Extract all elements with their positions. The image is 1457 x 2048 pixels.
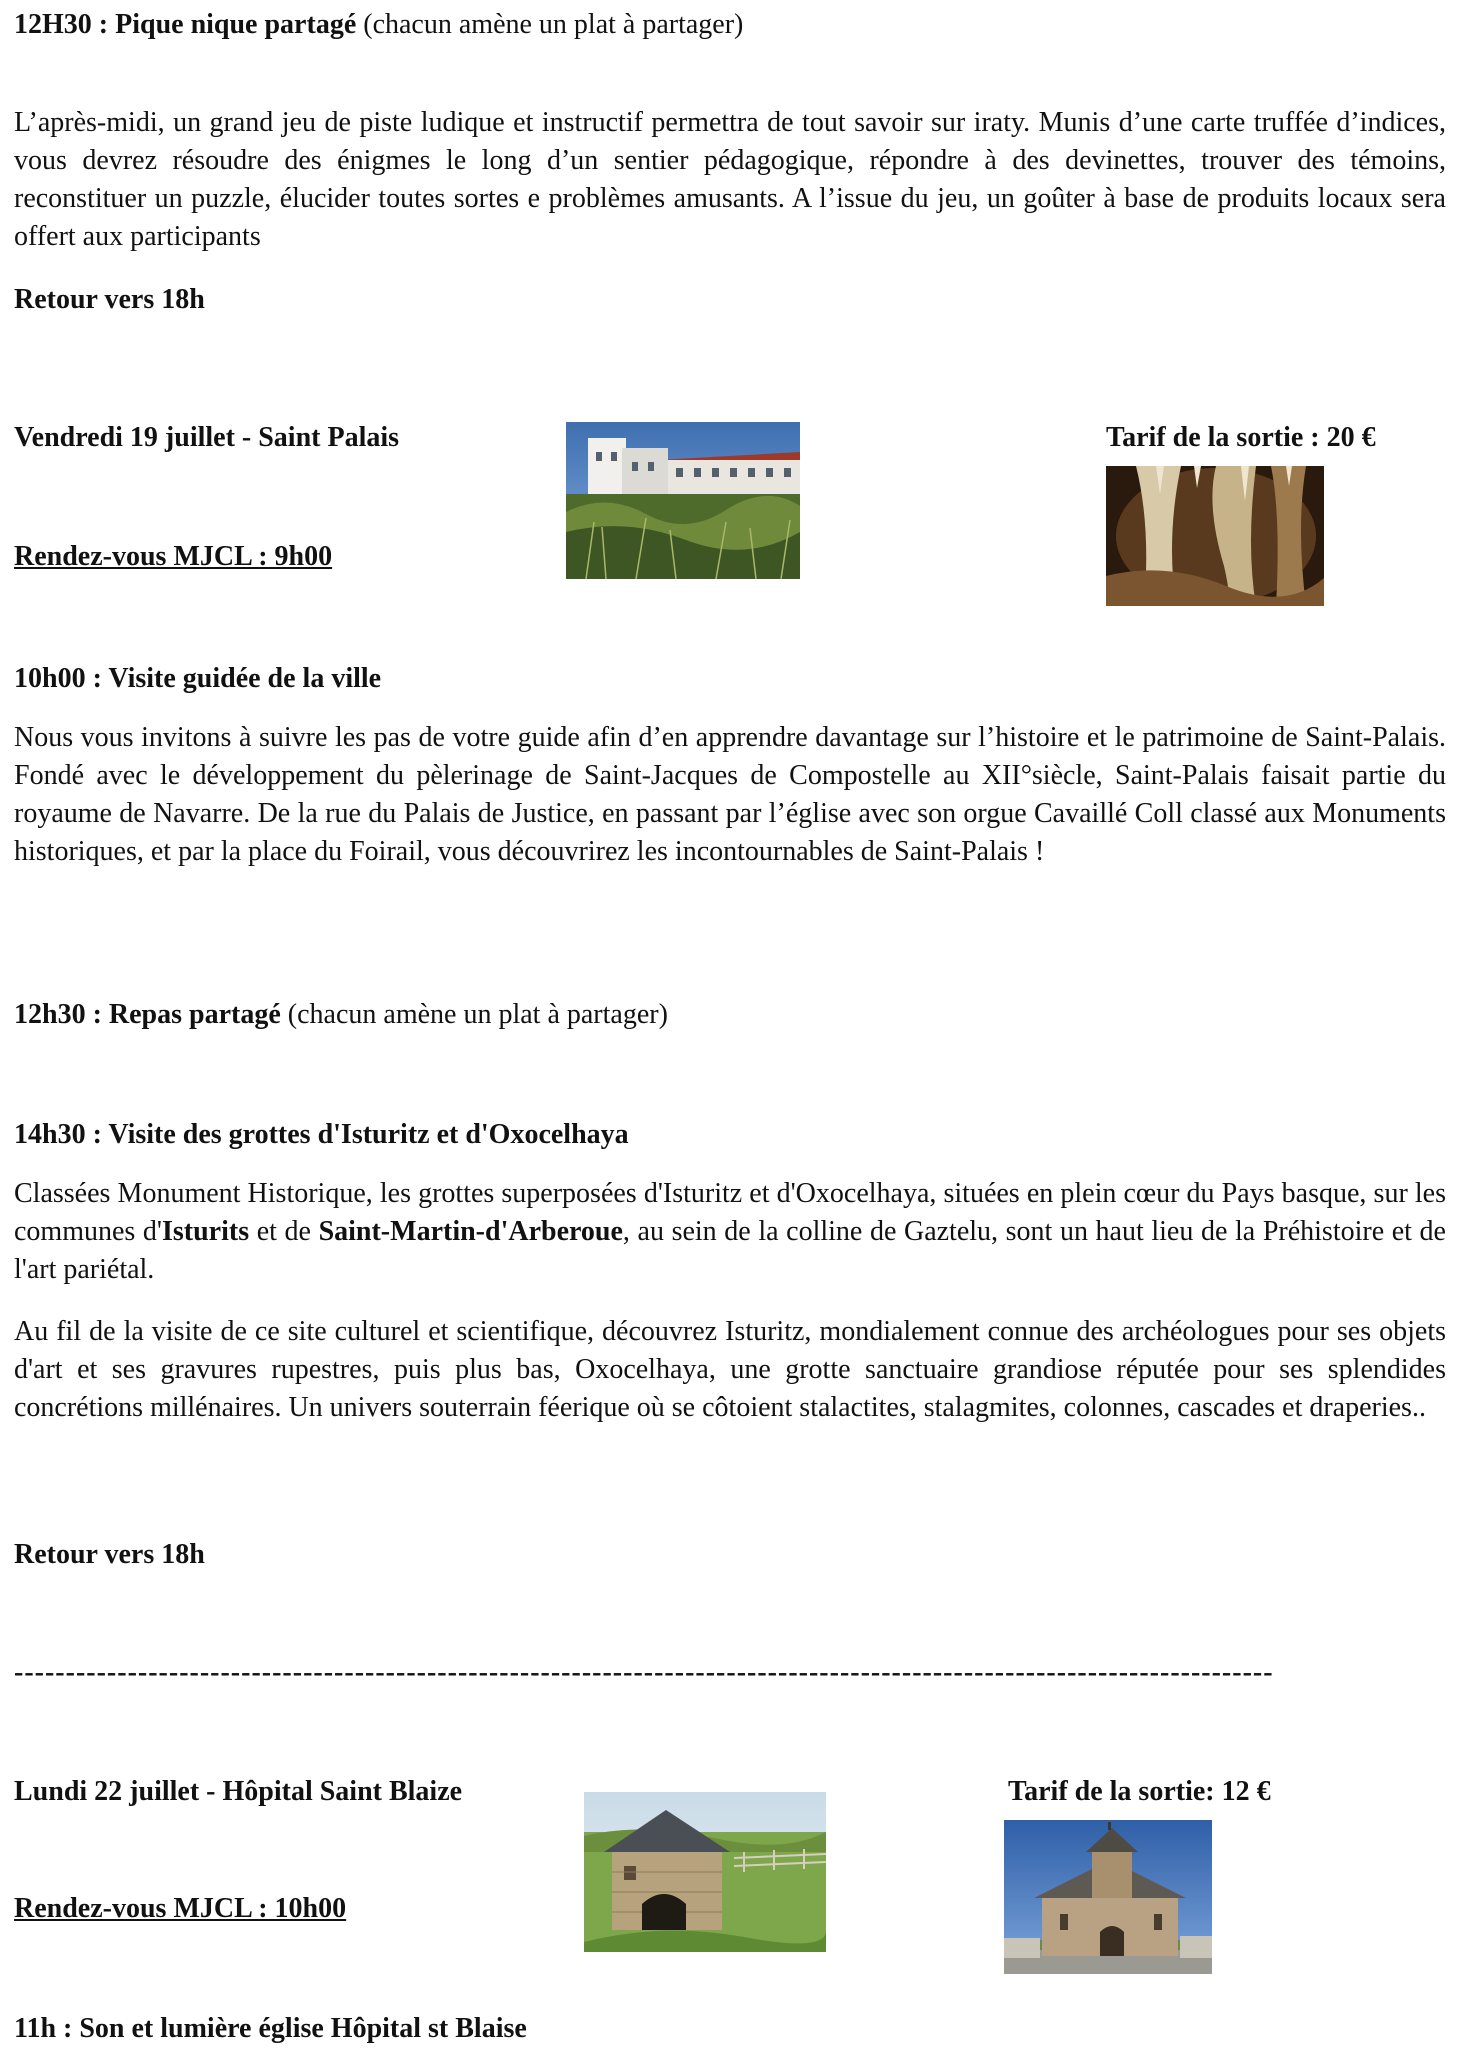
saint-palais-tarif: Tarif de la sortie : 20 € bbox=[1106, 422, 1376, 453]
mill-photo bbox=[584, 1792, 826, 1952]
caves-bold-saint-martin: Saint-Martin-d'Arberoue bbox=[318, 1216, 623, 1247]
saint-palais-photo bbox=[566, 422, 800, 579]
hopital-tarif: Tarif de la sortie: 12 € bbox=[1008, 1776, 1271, 1807]
picnic-time: 12H30 : bbox=[14, 9, 116, 40]
meal-time: 12h30 : bbox=[14, 999, 109, 1030]
section-separator: -------------------------------------------------------------------------------------------------------------------------- bbox=[14, 1657, 1274, 1688]
cave-photo bbox=[1106, 466, 1324, 606]
shared-meal-line bbox=[14, 996, 1446, 1034]
caves-text-b: et de bbox=[249, 1216, 319, 1247]
son-lumiere-heading: 11h : Son et lumière église Hôpital st Blaise bbox=[14, 2013, 527, 2044]
saint-palais-rendezvous: Rendez-vous MJCL : 9h00 bbox=[14, 541, 333, 572]
caves-heading: 14h30 : Visite des grottes d'Isturitz et d'Oxocelhaya bbox=[14, 1119, 629, 1150]
picnic-line bbox=[14, 6, 1446, 44]
caves-text-1 bbox=[14, 1175, 1446, 1289]
saint-palais-heading: Vendredi 19 juillet - Saint Palais bbox=[14, 422, 400, 453]
caves-text-2: Au fil de la visite de ce site culturel et scientifique, découvrez Isturitz, mondialement connue des archéologues pour ses objets d'art et ses gravures rupestres, puis plus bas, Oxocelhaya, une grotte sanctuaire grandiose réputée pour ses splendides concrétions millénaires. Un univers souterrain féerique où se côtoient stalactites, stalagmites, colonnes, cascades et draperies.. bbox=[14, 1316, 1446, 1423]
city-visit-text: Nous vous invitons à suivre les pas de votre guide afin d’en apprendre davantage sur l’histoire et le patrimoine de Saint-Palais. Fondé avec le développement du pèlerinage de Saint-Jacques de Compostelle au XII°siècle, Saint-Palais faisait partie du royaume de Navarre. De la rue du Palais de Justice, en passant par l’église avec son orgue Cavaillé Coll classé aux Monuments historiques, et par la place du Foirail, vous découvrirez les incontournables de Saint-Palais ! bbox=[14, 722, 1446, 867]
hopital-heading: Lundi 22 juillet - Hôpital Saint Blaize bbox=[14, 1776, 463, 1807]
caves-text-a: Classées Monument Historique, les grottes superposées d'Isturitz et d'Oxocelhaya, situées en plein cœur du Pays basque, sur les communes d' bbox=[14, 1178, 1446, 1247]
return-time-2: Retour vers 18h bbox=[14, 1539, 205, 1570]
return-time-1: Retour vers 18h bbox=[14, 284, 205, 315]
meal-title: Repas partagé bbox=[108, 999, 281, 1030]
caves-text-c: , au sein de la colline de Gaztelu, sont un haut lieu de la Préhistoire et de l'art pariétal. bbox=[14, 1216, 1446, 1285]
meal-note: (chacun amène un plat à partager) bbox=[280, 999, 668, 1030]
picnic-note: (chacun amène un plat à partager) bbox=[356, 9, 744, 40]
city-visit-heading: 10h00 : Visite guidée de la ville bbox=[14, 663, 382, 694]
church-photo bbox=[1004, 1820, 1212, 1974]
afternoon-paragraph: L’après-midi, un grand jeu de piste ludique et instructif permettra de tout savoir sur iraty. Munis d’une carte truffée d’indices, vous devrez résoudre des énigmes le long d’un sentier pédagogique, répondre à des devinettes, trouver des témoins, reconstituer un puzzle, élucider toutes sortes e problèmes amusants. A l’issue du jeu, un goûter à base de produits locaux sera offert aux participants bbox=[14, 107, 1446, 252]
hopital-rendezvous: Rendez-vous MJCL : 10h00 bbox=[14, 1893, 347, 1924]
picnic-title: Pique nique partagé bbox=[115, 9, 357, 40]
caves-bold-isturits: Isturits bbox=[161, 1216, 250, 1247]
